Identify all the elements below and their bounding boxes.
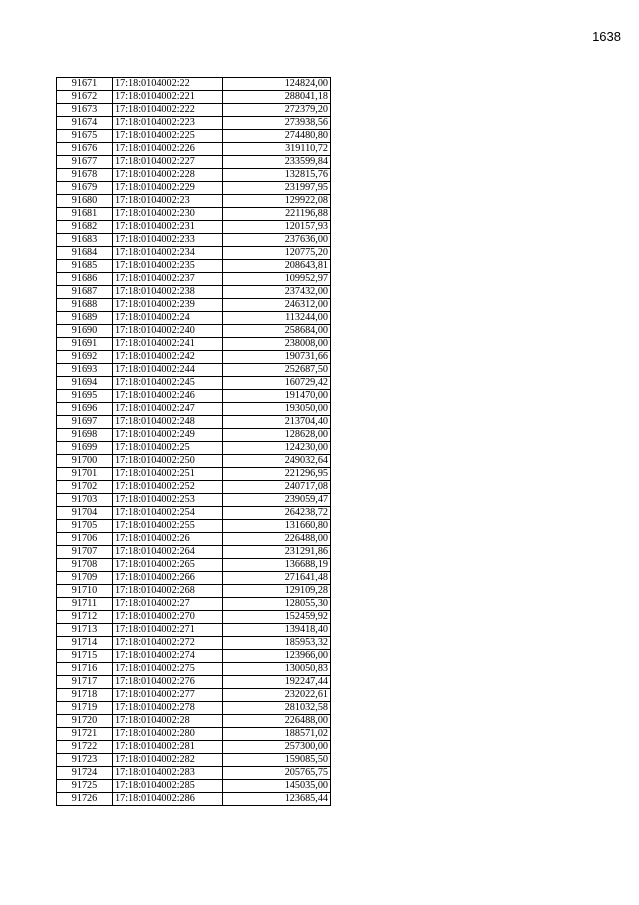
cadastral-value-cell: 123966,00 [223, 650, 331, 663]
cadastral-value-cell: 238008,00 [223, 338, 331, 351]
cadastral-value-cell: 129922,08 [223, 195, 331, 208]
row-number-cell: 91709 [57, 572, 113, 585]
cadastral-number-cell: 17:18:0104002:226 [113, 143, 223, 156]
cadastral-number-cell: 17:18:0104002:281 [113, 741, 223, 754]
cadastral-value-cell: 237432,00 [223, 286, 331, 299]
cadastral-value-cell: 192247,44 [223, 676, 331, 689]
cadastral-number-cell: 17:18:0104002:221 [113, 91, 223, 104]
row-number-cell: 91723 [57, 754, 113, 767]
row-number-cell: 91704 [57, 507, 113, 520]
cadastral-value-cell: 231997,95 [223, 182, 331, 195]
table-row [57, 624, 331, 637]
cadastral-value-cell: 190731,66 [223, 351, 331, 364]
table-row [57, 364, 331, 377]
cadastral-value-cell: 226488,00 [223, 533, 331, 546]
row-number-cell: 91719 [57, 702, 113, 715]
cadastral-number-cell: 17:18:0104002:28 [113, 715, 223, 728]
cadastral-value-cell: 281032,58 [223, 702, 331, 715]
row-number-cell: 91718 [57, 689, 113, 702]
row-number-cell: 91714 [57, 637, 113, 650]
cadastral-value-cell: 185953,32 [223, 637, 331, 650]
table-row [57, 416, 331, 429]
cadastral-number-cell: 17:18:0104002:231 [113, 221, 223, 234]
row-number-cell: 91680 [57, 195, 113, 208]
table-row [57, 78, 331, 91]
table-row [57, 312, 331, 325]
row-number-cell: 91712 [57, 611, 113, 624]
cadastral-number-cell: 17:18:0104002:254 [113, 507, 223, 520]
cadastral-number-cell: 17:18:0104002:271 [113, 624, 223, 637]
row-number-cell: 91700 [57, 455, 113, 468]
cadastral-value-cell: 191470,00 [223, 390, 331, 403]
table-row [57, 299, 331, 312]
cadastral-value-cell: 264238,72 [223, 507, 331, 520]
cadastral-value-cell: 274480,80 [223, 130, 331, 143]
table-row [57, 273, 331, 286]
cadastral-value-cell: 252687,50 [223, 364, 331, 377]
cadastral-value-cell: 128055,30 [223, 598, 331, 611]
cadastral-number-cell: 17:18:0104002:265 [113, 559, 223, 572]
row-number-cell: 91717 [57, 676, 113, 689]
row-number-cell: 91706 [57, 533, 113, 546]
row-number-cell: 91681 [57, 208, 113, 221]
row-number-cell: 91676 [57, 143, 113, 156]
cadastral-number-cell: 17:18:0104002:285 [113, 780, 223, 793]
cadastral-value-cell: 205765,75 [223, 767, 331, 780]
table-row [57, 377, 331, 390]
cadastral-value-cell: 188571,02 [223, 728, 331, 741]
cadastral-number-cell: 17:18:0104002:286 [113, 793, 223, 806]
row-number-cell: 91673 [57, 104, 113, 117]
table-row [57, 689, 331, 702]
cadastral-number-cell: 17:18:0104002:266 [113, 572, 223, 585]
table-row [57, 130, 331, 143]
table-row [57, 715, 331, 728]
table-row [57, 468, 331, 481]
cadastral-value-cell: 239059,47 [223, 494, 331, 507]
cadastral-value-cell: 193050,00 [223, 403, 331, 416]
cadastral-number-cell: 17:18:0104002:270 [113, 611, 223, 624]
cadastral-number-cell: 17:18:0104002:228 [113, 169, 223, 182]
row-number-cell: 91722 [57, 741, 113, 754]
cadastral-number-cell: 17:18:0104002:230 [113, 208, 223, 221]
table-row [57, 637, 331, 650]
table-row [57, 351, 331, 364]
cadastral-value-cell: 145035,00 [223, 780, 331, 793]
cadastral-value-cell: 221196,88 [223, 208, 331, 221]
row-number-cell: 91683 [57, 234, 113, 247]
cadastral-value-cell: 226488,00 [223, 715, 331, 728]
table-row [57, 676, 331, 689]
table-row [57, 234, 331, 247]
row-number-cell: 91696 [57, 403, 113, 416]
row-number-cell: 91703 [57, 494, 113, 507]
cadastral-value-cell: 123685,44 [223, 793, 331, 806]
cadastral-value-cell: 129109,28 [223, 585, 331, 598]
table-row [57, 455, 331, 468]
cadastral-number-cell: 17:18:0104002:274 [113, 650, 223, 663]
cadastral-number-cell: 17:18:0104002:272 [113, 637, 223, 650]
cadastral-value-cell: 257300,00 [223, 741, 331, 754]
cadastral-number-cell: 17:18:0104002:23 [113, 195, 223, 208]
row-number-cell: 91693 [57, 364, 113, 377]
table-row [57, 559, 331, 572]
cadastral-number-cell: 17:18:0104002:276 [113, 676, 223, 689]
cadastral-number-cell: 17:18:0104002:264 [113, 546, 223, 559]
cadastral-number-cell: 17:18:0104002:244 [113, 364, 223, 377]
cadastral-number-cell: 17:18:0104002:252 [113, 481, 223, 494]
cadastral-number-cell: 17:18:0104002:227 [113, 156, 223, 169]
cadastral-number-cell: 17:18:0104002:250 [113, 455, 223, 468]
table-row [57, 221, 331, 234]
cadastral-value-cell: 231291,86 [223, 546, 331, 559]
cadastral-number-cell: 17:18:0104002:280 [113, 728, 223, 741]
table-row [57, 598, 331, 611]
row-number-cell: 91682 [57, 221, 113, 234]
table-row [57, 780, 331, 793]
cadastral-value-table [56, 77, 331, 806]
row-number-cell: 91677 [57, 156, 113, 169]
table-row [57, 429, 331, 442]
row-number-cell: 91694 [57, 377, 113, 390]
row-number-cell: 91699 [57, 442, 113, 455]
cadastral-value-cell: 109952,97 [223, 273, 331, 286]
table-row [57, 546, 331, 559]
table-body [57, 78, 331, 806]
row-number-cell: 91692 [57, 351, 113, 364]
cadastral-value-cell: 132815,76 [223, 169, 331, 182]
cadastral-value-cell: 246312,00 [223, 299, 331, 312]
row-number-cell: 91725 [57, 780, 113, 793]
row-number-cell: 91679 [57, 182, 113, 195]
cadastral-value-cell: 131660,80 [223, 520, 331, 533]
table-row [57, 247, 331, 260]
row-number-cell: 91720 [57, 715, 113, 728]
table-row [57, 104, 331, 117]
cadastral-number-cell: 17:18:0104002:241 [113, 338, 223, 351]
cadastral-number-cell: 17:18:0104002:251 [113, 468, 223, 481]
row-number-cell: 91687 [57, 286, 113, 299]
cadastral-value-cell: 136688,19 [223, 559, 331, 572]
cadastral-number-cell: 17:18:0104002:234 [113, 247, 223, 260]
cadastral-value-cell: 124230,00 [223, 442, 331, 455]
table-row [57, 754, 331, 767]
table-row [57, 91, 331, 104]
row-number-cell: 91713 [57, 624, 113, 637]
cadastral-number-cell: 17:18:0104002:229 [113, 182, 223, 195]
cadastral-value-cell: 221296,95 [223, 468, 331, 481]
table-row [57, 442, 331, 455]
cadastral-value-cell: 120775,20 [223, 247, 331, 260]
cadastral-number-cell: 17:18:0104002:237 [113, 273, 223, 286]
row-number-cell: 91671 [57, 78, 113, 91]
row-number-cell: 91675 [57, 130, 113, 143]
cadastral-number-cell: 17:18:0104002:268 [113, 585, 223, 598]
table-row [57, 286, 331, 299]
cadastral-number-cell: 17:18:0104002:238 [113, 286, 223, 299]
cadastral-value-cell: 160729,42 [223, 377, 331, 390]
cadastral-value-cell: 249032,64 [223, 455, 331, 468]
cadastral-value-cell: 124824,00 [223, 78, 331, 91]
cadastral-number-cell: 17:18:0104002:26 [113, 533, 223, 546]
table-row [57, 338, 331, 351]
cadastral-number-cell: 17:18:0104002:245 [113, 377, 223, 390]
cadastral-value-cell: 113244,00 [223, 312, 331, 325]
cadastral-number-cell: 17:18:0104002:239 [113, 299, 223, 312]
cadastral-number-cell: 17:18:0104002:283 [113, 767, 223, 780]
cadastral-value-cell: 213704,40 [223, 416, 331, 429]
row-number-cell: 91695 [57, 390, 113, 403]
table-row [57, 767, 331, 780]
cadastral-number-cell: 17:18:0104002:24 [113, 312, 223, 325]
table-row [57, 117, 331, 130]
row-number-cell: 91691 [57, 338, 113, 351]
row-number-cell: 91711 [57, 598, 113, 611]
row-number-cell: 91678 [57, 169, 113, 182]
table-row [57, 702, 331, 715]
table-row [57, 325, 331, 338]
table-row [57, 572, 331, 585]
cadastral-number-cell: 17:18:0104002:255 [113, 520, 223, 533]
cadastral-value-cell: 237636,00 [223, 234, 331, 247]
cadastral-value-cell: 120157,93 [223, 221, 331, 234]
cadastral-value-cell: 152459,92 [223, 611, 331, 624]
table-row [57, 195, 331, 208]
cadastral-number-cell: 17:18:0104002:223 [113, 117, 223, 130]
cadastral-number-cell: 17:18:0104002:275 [113, 663, 223, 676]
row-number-cell: 91685 [57, 260, 113, 273]
row-number-cell: 91697 [57, 416, 113, 429]
row-number-cell: 91710 [57, 585, 113, 598]
table-row [57, 403, 331, 416]
cadastral-number-cell: 17:18:0104002:248 [113, 416, 223, 429]
cadastral-value-cell: 258684,00 [223, 325, 331, 338]
cadastral-value-cell: 159085,50 [223, 754, 331, 767]
row-number-cell: 91708 [57, 559, 113, 572]
row-number-cell: 91715 [57, 650, 113, 663]
cadastral-number-cell: 17:18:0104002:22 [113, 78, 223, 91]
table-row [57, 611, 331, 624]
table-row [57, 650, 331, 663]
table-row [57, 143, 331, 156]
table-row [57, 663, 331, 676]
cadastral-number-cell: 17:18:0104002:235 [113, 260, 223, 273]
cadastral-value-cell: 139418,40 [223, 624, 331, 637]
row-number-cell: 91701 [57, 468, 113, 481]
row-number-cell: 91724 [57, 767, 113, 780]
row-number-cell: 91716 [57, 663, 113, 676]
table-row [57, 260, 331, 273]
table-row [57, 494, 331, 507]
row-number-cell: 91672 [57, 91, 113, 104]
row-number-cell: 91684 [57, 247, 113, 260]
table-row [57, 390, 331, 403]
row-number-cell: 91674 [57, 117, 113, 130]
cadastral-value-cell: 271641,48 [223, 572, 331, 585]
cadastral-number-cell: 17:18:0104002:277 [113, 689, 223, 702]
cadastral-number-cell: 17:18:0104002:247 [113, 403, 223, 416]
cadastral-number-cell: 17:18:0104002:249 [113, 429, 223, 442]
cadastral-value-cell: 128628,00 [223, 429, 331, 442]
cadastral-value-cell: 272379,20 [223, 104, 331, 117]
row-number-cell: 91707 [57, 546, 113, 559]
row-number-cell: 91686 [57, 273, 113, 286]
cadastral-value-cell: 233599,84 [223, 156, 331, 169]
cadastral-value-cell: 273938,56 [223, 117, 331, 130]
cadastral-value-cell: 240717,08 [223, 481, 331, 494]
table-row [57, 481, 331, 494]
table-row [57, 793, 331, 806]
row-number-cell: 91689 [57, 312, 113, 325]
table-row [57, 208, 331, 221]
cadastral-value-cell: 130050,83 [223, 663, 331, 676]
table-row [57, 533, 331, 546]
page-number: 1638 [592, 29, 621, 44]
row-number-cell: 91698 [57, 429, 113, 442]
cadastral-number-cell: 17:18:0104002:246 [113, 390, 223, 403]
table-row [57, 741, 331, 754]
row-number-cell: 91688 [57, 299, 113, 312]
cadastral-number-cell: 17:18:0104002:253 [113, 494, 223, 507]
row-number-cell: 91726 [57, 793, 113, 806]
row-number-cell: 91690 [57, 325, 113, 338]
cadastral-number-cell: 17:18:0104002:225 [113, 130, 223, 143]
row-number-cell: 91705 [57, 520, 113, 533]
table-row [57, 728, 331, 741]
cadastral-number-cell: 17:18:0104002:27 [113, 598, 223, 611]
cadastral-value-cell: 288041,18 [223, 91, 331, 104]
table-row [57, 507, 331, 520]
cadastral-value-cell: 319110,72 [223, 143, 331, 156]
row-number-cell: 91721 [57, 728, 113, 741]
table-row [57, 169, 331, 182]
table-row [57, 182, 331, 195]
table-row [57, 520, 331, 533]
cadastral-value-cell: 232022,61 [223, 689, 331, 702]
row-number-cell: 91702 [57, 481, 113, 494]
cadastral-number-cell: 17:18:0104002:282 [113, 754, 223, 767]
cadastral-value-cell: 208643,81 [223, 260, 331, 273]
cadastral-number-cell: 17:18:0104002:242 [113, 351, 223, 364]
cadastral-number-cell: 17:18:0104002:278 [113, 702, 223, 715]
cadastral-number-cell: 17:18:0104002:233 [113, 234, 223, 247]
table-row [57, 585, 331, 598]
cadastral-number-cell: 17:18:0104002:25 [113, 442, 223, 455]
cadastral-number-cell: 17:18:0104002:240 [113, 325, 223, 338]
cadastral-number-cell: 17:18:0104002:222 [113, 104, 223, 117]
table-row [57, 156, 331, 169]
